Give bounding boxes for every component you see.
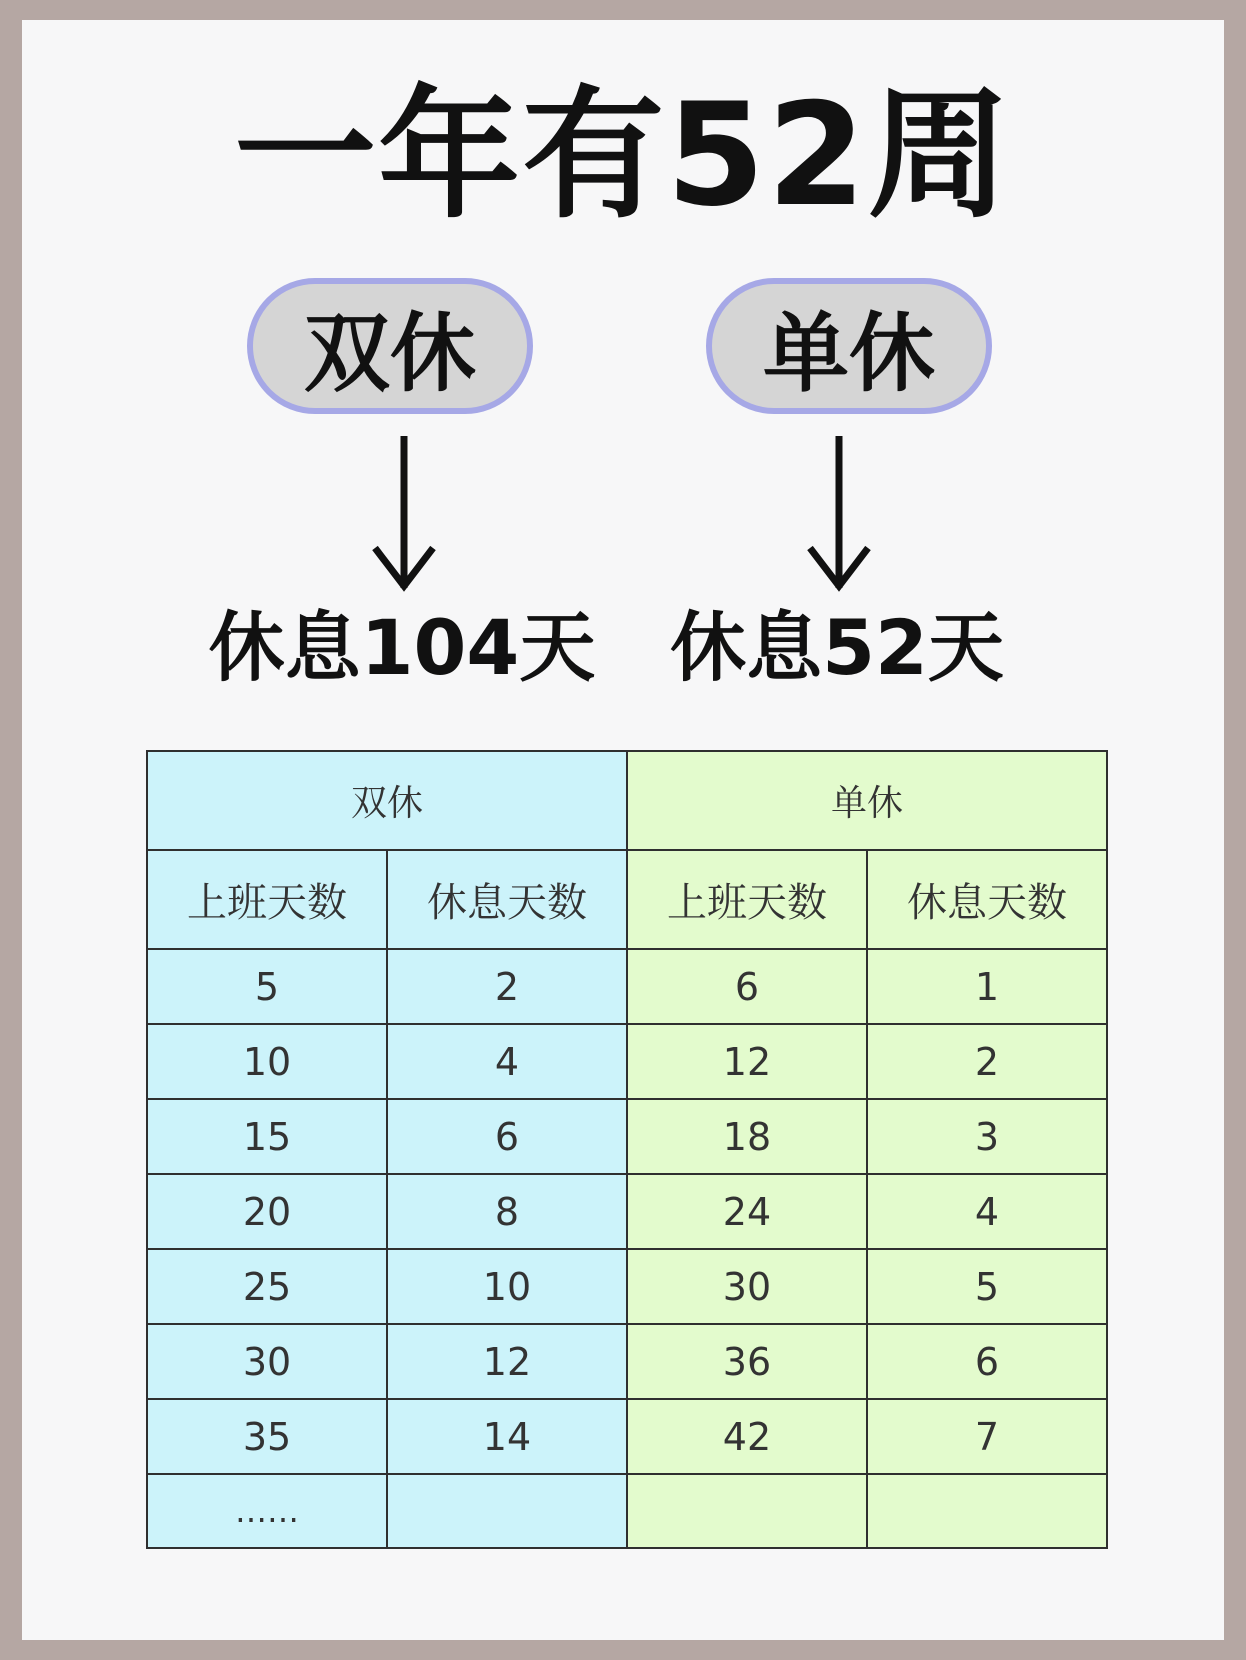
workday-rest-table: [146, 750, 1108, 1549]
table-cell: 35: [147, 1399, 387, 1474]
table-row: [147, 1099, 1107, 1174]
column-header-restdays: 休息天数: [867, 850, 1107, 949]
group-header-double-rest: 双休: [147, 751, 627, 850]
table-cell: 30: [627, 1249, 867, 1324]
table-cell: 12: [387, 1324, 627, 1399]
table-column-header-row: [147, 850, 1107, 949]
column-header-workdays: 上班天数: [627, 850, 867, 949]
table-cell: 6: [627, 949, 867, 1024]
table-group-header-row: [147, 751, 1107, 850]
table-cell: 25: [147, 1249, 387, 1324]
table-cell: 18: [627, 1099, 867, 1174]
single-rest-pill: 单休: [706, 278, 992, 414]
table-cell: 42: [627, 1399, 867, 1474]
table-cell: 4: [867, 1174, 1107, 1249]
table-row: [147, 1174, 1107, 1249]
table-cell: 10: [147, 1024, 387, 1099]
down-arrow-icon: [369, 436, 439, 596]
table-cell: 6: [387, 1099, 627, 1174]
table-row: [147, 949, 1107, 1024]
table-cell: 10: [387, 1249, 627, 1324]
table-cell: 7: [867, 1399, 1107, 1474]
table-row: [147, 1324, 1107, 1399]
page-card: [22, 20, 1224, 1640]
table-row: [147, 1024, 1107, 1099]
table-cell: 8: [387, 1174, 627, 1249]
table-cell: 30: [147, 1324, 387, 1399]
single-rest-result: 休息52天: [670, 603, 1004, 692]
table-cell: 1: [867, 949, 1107, 1024]
table-row-ellipsis: [147, 1474, 1107, 1548]
table-cell: 12: [627, 1024, 867, 1099]
table-cell: 4: [387, 1024, 627, 1099]
table-cell-empty: [387, 1474, 627, 1548]
table-cell: 5: [147, 949, 387, 1024]
table-cell: 3: [867, 1099, 1107, 1174]
table-cell: 24: [627, 1174, 867, 1249]
double-rest-pill: 双休: [247, 278, 533, 414]
down-arrow-icon: [804, 436, 874, 596]
table-cell-empty: [867, 1474, 1107, 1548]
column-header-restdays: 休息天数: [387, 850, 627, 949]
table-row: [147, 1249, 1107, 1324]
table-cell: 20: [147, 1174, 387, 1249]
page-title: 一年有52周: [234, 73, 1012, 238]
table-row: [147, 1399, 1107, 1474]
table-cell: 6: [867, 1324, 1107, 1399]
ellipsis-cell: ……: [147, 1474, 387, 1548]
table-cell: 2: [867, 1024, 1107, 1099]
column-header-workdays: 上班天数: [147, 850, 387, 949]
table-cell: 5: [867, 1249, 1107, 1324]
double-rest-result: 休息104天: [208, 603, 596, 692]
table-cell: 36: [627, 1324, 867, 1399]
table-cell: 2: [387, 949, 627, 1024]
table-cell: 14: [387, 1399, 627, 1474]
group-header-single-rest: 单休: [627, 751, 1107, 850]
table-cell-empty: [627, 1474, 867, 1548]
table-cell: 15: [147, 1099, 387, 1174]
